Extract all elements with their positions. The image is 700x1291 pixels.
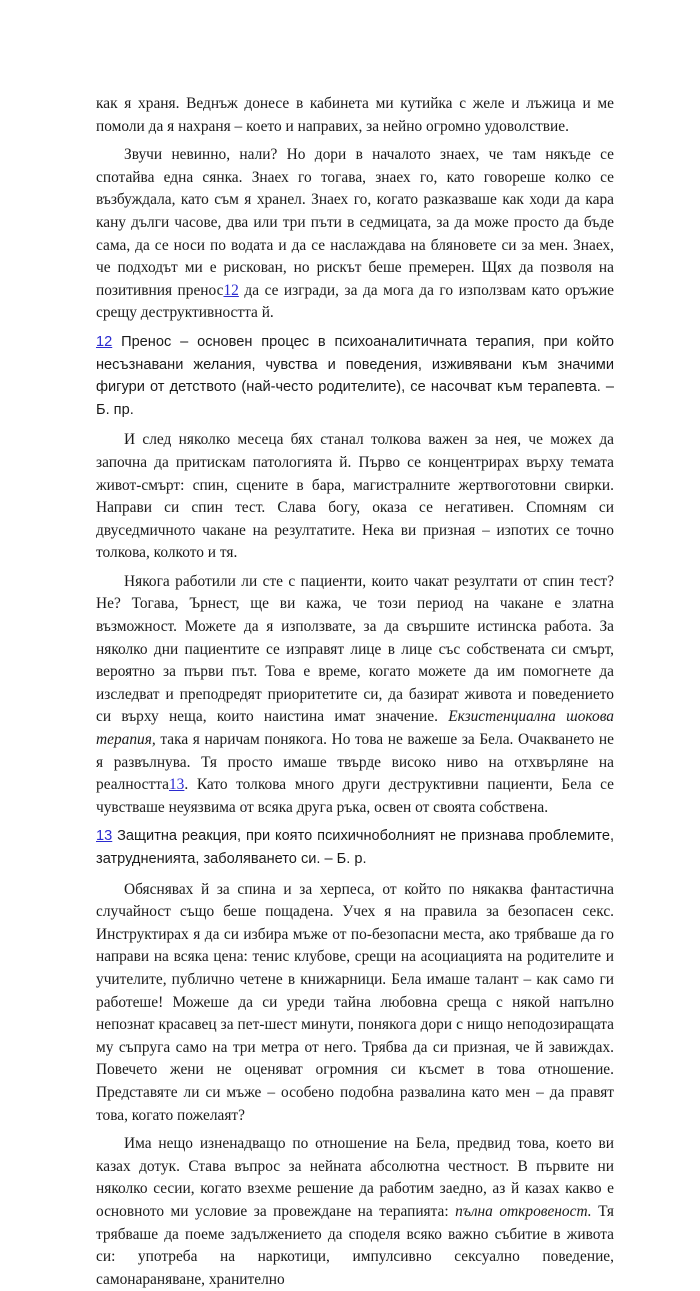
paragraph-text: . Като толкова много други деструктивни пациенти, Бела се чувстваше неуязвима от всяка друга ръка, освен от своята собствена. <box>96 776 614 816</box>
paragraph-text: Тя трябваше да поеме задължението да споделя всяко важно събитие в живота си: употреба на наркотици, импулсивно сексуално поведение, самонараняване, хранително <box>96 1202 614 1288</box>
footnote-13 <box>96 825 614 870</box>
footnote-ref-12[interactable]: 12 <box>223 281 239 299</box>
paragraph-3 <box>96 429 614 565</box>
paragraph-text: да се изгради, за да мога да го използвам като оръжие срещу деструктивността й. <box>96 281 614 322</box>
paragraph-6 <box>96 1133 614 1291</box>
paragraph-text: как я храня. Веднъж донесе в кабинета ми кутийка с желе и лъжица и ме помоли да я нахраня – което и направих, за нейно огромно удоволствие. <box>96 95 614 135</box>
footnote-number-link[interactable]: 12 <box>96 333 113 350</box>
footnote-text: Пренос – основен процес в психоаналитичната терапия, при който несъзнавани желания, чувства и поведения, изживявани към значими фигури от детството (най-често родителите), се насочват към терапевта. – Б. пр. <box>96 333 614 418</box>
paragraph-1 <box>96 93 614 138</box>
paragraph-2 <box>96 144 614 325</box>
footnote-text: Защитна реакция, при която психичноболният не признава проблемите, затрудненията, заболяването си. – Б. р. <box>96 828 614 867</box>
paragraph-text: така я наричам понякога. Но това не важеше за Бела. Очакването не я развълнува. Тя просто имаше твърде високо ниво на отхвърляне на реалността <box>96 731 614 794</box>
italic-phrase: Екзистенциална шокова терапия, <box>96 708 614 749</box>
footnote-12 <box>96 331 614 421</box>
paragraph-4 <box>96 571 614 820</box>
footnote-ref-13[interactable]: 13 <box>168 776 185 794</box>
italic-phrase: пълна откровеност. <box>455 1202 592 1220</box>
paragraph-text: Някога работили ли сте с пациенти, които чакат резултати от спин тест? Не? Тогава, Ърнест, ще ви кажа, че този период на чакане е златна възможност. Можете да я използвате, за да свършите истинска работа. За няколко дни пациентите се изправят лице в лице със собствената си смърт, вероятно за първи път. Това е време, когато можете да им помогнете да изследват и преподредят приоритетите си, да базират живота и поведението си върху неща, които наистина имат значение. <box>96 572 614 726</box>
paragraph-text: Звучи невинно, нали? Но дори в началото знаех, че там някъде се спотайва една сянка. Знаех го тогава, знаех го, като говореше колко се възбуждала, като съм я хранел. Знаех го, когато разказваше как ходи да кара кану дълги часове, два или три пъти в седмицата, за да може просто да бъде сама, да се носи по водата и да се наслаждава на бляновете си за мен. Знаех, че подходът ми е рискован, но рискът беше премерен. Щях да позволя на позитивния пренос <box>96 146 614 299</box>
footnote-number-link[interactable]: 13 <box>96 828 113 845</box>
paragraph-text: И след няколко месеца бях станал толкова важен за нея, че можех да започна да притискам патологията й. Първо се концентрирах върху темата живот-смърт: спин, сцените в бара, магистралните жертвоготовни свирки. Направи си спин тест. Слава богу, оказа се негативен. Спомням си двуседмичното чакане на резултатите. Нека ви призная – изпотих се точно толкова, колкото и тя. <box>96 431 614 562</box>
paragraph-5 <box>96 879 614 1128</box>
paragraph-text: Обяснявах й за спина и за херпеса, от който по някаква фантастична случайност също беше пощадена. Учех я на правила за безопасен секс. Инструктирах я да си избира мъже от по-безопасни места, ако трябваше да го направи на всяка цена: тенис клубове, срещи на асоциацията на родителите и учителите, публично четене в книжарници. Бела имаше талант – как само ги работеше! Можеше да си уреди тайна любовна среща с някой напълно непознат красавец за пет-шест минути, понякога дори с нищо неподозиращата му съпруга само на три метра от него. Трябва да си призная, че й завиждах. Повечето жени не оценяват огромния си късмет в това отношение. Представяте ли си мъже – особено подобна развалина като мен – да правят това, когато пожелаят? <box>96 880 614 1124</box>
paragraph-text: Има нещо изненадващо по отношение на Бела, предвид това, което ви казах дотук. Става въпрос за нейната абсолютна честност. В първите ни няколко сесии, когато взехме решение да работим заедно, аз й казах какво е основното ми условие за провеждане на терапията: <box>96 1135 614 1220</box>
